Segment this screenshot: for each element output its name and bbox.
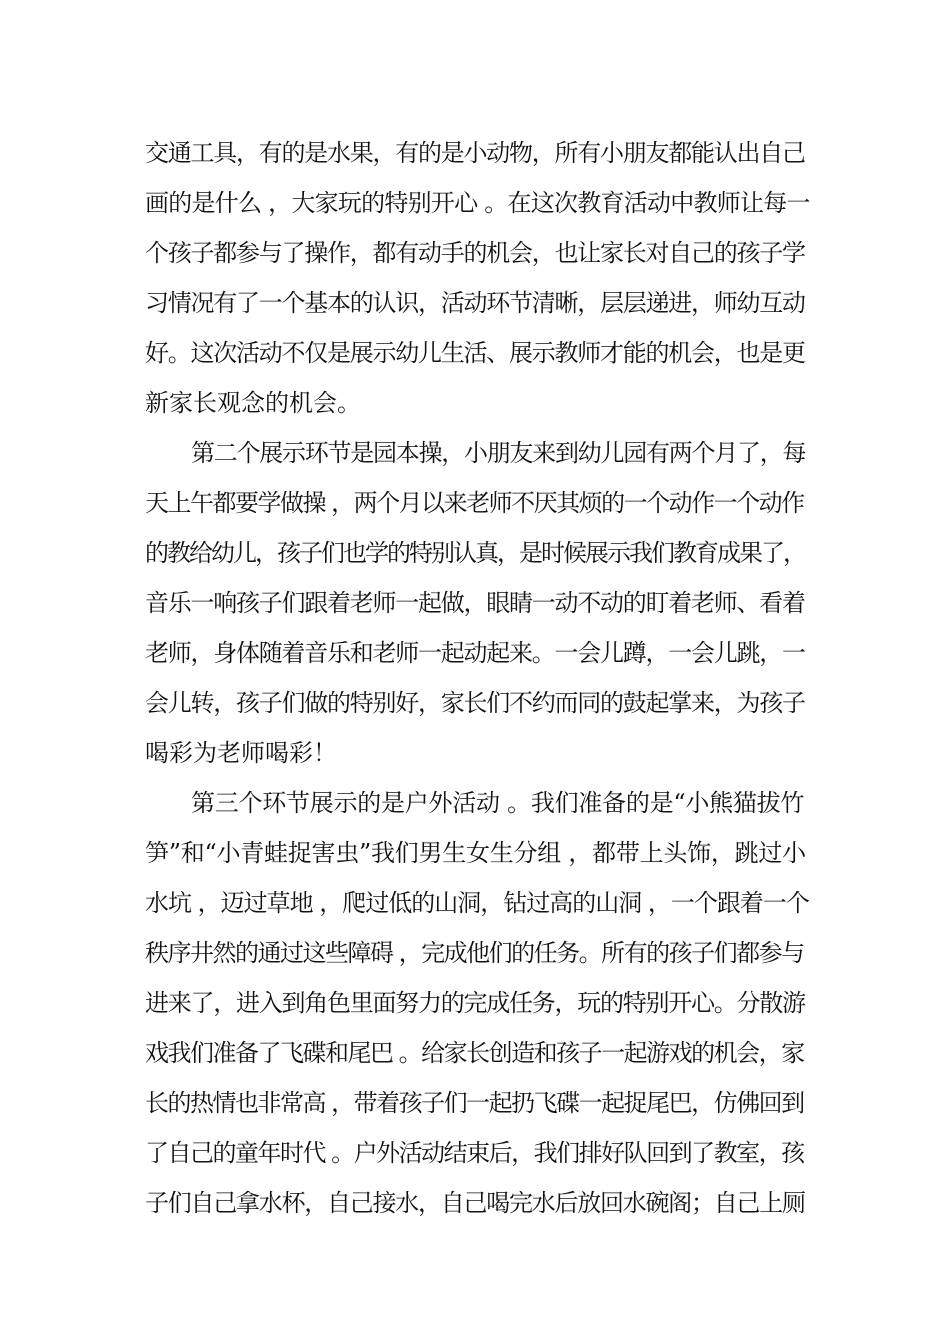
text-line: 新家长观念的机会。 (145, 389, 361, 417)
document-body (145, 128, 810, 1228)
text-line: 的教给幼儿，孩子们也学的特别认真，是时候展示我们教育成果了， (145, 539, 805, 567)
text-line: 长的热情也非常高 ，带着孩子们一起扔飞碟一起捉尾巴，仿佛回到 (145, 1089, 804, 1117)
text-line: 天上午都要学做操 ，两个月以来老师不厌其烦的一个动作一个动作 (145, 489, 804, 517)
text-line: 音乐一响孩子们跟着老师一起做，眼睛一动不动的盯着老师、看着 (145, 589, 805, 617)
text-line: 进来了，进入到角色里面努力的完成任务，玩的特别开心。分散游 (145, 989, 805, 1017)
text-line: 子们自己拿水杯，自己接水，自己喝完水后放回水碗阁；自己上厕 (145, 1189, 805, 1217)
text-line: 秩序井然的通过这些障碍 ，完成他们的任务。所有的孩子们都参与 (145, 939, 804, 967)
paragraph-first-line: 第三个环节展示的是户外活动 。我们准备的是“小熊猫拔竹 (191, 789, 805, 817)
text-line: 笋”和“小青蛙捉害虫”我们男生女生分组 ，都带上头饰，跳过小 (145, 839, 806, 867)
text-line: 交通工具，有的是水果，有的是小动物，所有小朋友都能认出自己 (145, 139, 805, 167)
text-line: 喝彩为老师喝彩！ (145, 739, 337, 767)
text-line: 了自己的童年时代 。户外活动结束后，我们排好队回到了教室，孩 (145, 1139, 804, 1167)
text-line: 戏我们准备了飞碟和尾巴 。给家长创造和孩子一起游戏的机会，家 (145, 1039, 804, 1067)
text-line: 画的是什么 ，大家玩的特别开心 。在这次教育活动中教师让每一 (145, 189, 810, 217)
text-line: 水坑 ，迈过草地 ，爬过低的山洞，钻过高的山洞 ，一个跟着一个 (145, 889, 809, 917)
text-line: 习情况有了一个基本的认识，活动环节清晰，层层递进，师幼互动 (145, 289, 805, 317)
text-line: 会儿转，孩子们做的特别好，家长们不约而同的鼓起掌来，为孩子 (145, 689, 805, 717)
text-line: 老师，身体随着音乐和老师一起动起来。一会儿蹲，一会儿跳，一 (145, 639, 805, 667)
paragraph-first-line: 第二个展示环节是园本操，小朋友来到幼儿园有两个月了，每 (191, 439, 806, 467)
text-line: 个孩子都参与了操作，都有动手的机会，也让家长对自己的孩子学 (145, 239, 805, 267)
text-line: 好。这次活动不仅是展示幼儿生活、展示教师才能的机会，也是更 (145, 339, 805, 367)
